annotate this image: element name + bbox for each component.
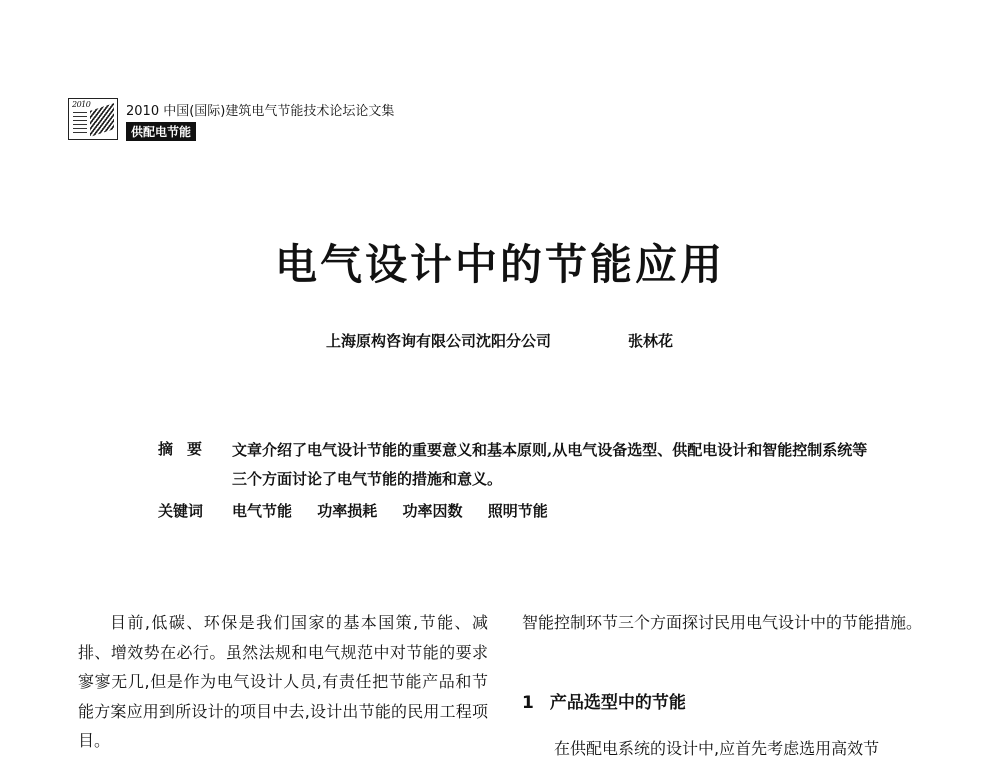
author-affiliation: 上海原构咨询有限公司沈阳分公司 [326, 332, 552, 350]
section-number: 1 [522, 693, 534, 713]
article-title: 电气设计中的节能应用 [274, 240, 725, 289]
section-title: 产品选型中的节能 [549, 693, 686, 713]
logo-lines [73, 112, 87, 134]
abstract-label: 摘要 [158, 440, 217, 458]
left-column [78, 608, 488, 756]
keywords-list [232, 500, 568, 521]
section-tag: 供配电节能 [126, 122, 196, 141]
continued-paragraph: 智能控制环节三个方面探讨民用电气设计中的节能措施。 [522, 613, 923, 632]
series-title: 2010 中国(国际)建筑电气节能技术论坛论文集 [126, 104, 395, 119]
right-column [522, 608, 922, 638]
building-icon [90, 103, 114, 137]
keyword: 功率因数 [402, 502, 463, 520]
abstract-text: 文章介绍了电气设计节能的重要意义和基本原则,从电气设备选型、供配电设计和智能控制系统等三个方面讨论了电气节能的措施和意义。 [232, 441, 868, 488]
logo-year: 2010 [72, 100, 91, 109]
keywords-label: 关键词 [158, 502, 204, 520]
proceedings-logo [68, 98, 118, 140]
section-paragraph: 在供配电系统的设计中,应首先考虑选用高效节 [554, 739, 880, 758]
section-heading [522, 688, 686, 713]
keyword: 功率损耗 [317, 502, 378, 520]
keyword: 照明节能 [487, 502, 548, 520]
keyword: 电气节能 [232, 502, 293, 520]
intro-paragraph: 目前,低碳、环保是我们国家的基本国策,节能、减排、增效势在必行。虽然法规和电气规范中对节能的要求寥寥无几,但是作为电气设计人员,有责任把节能产品和节能方案应用到所设计的项目中去,设计出节能的民用工程项目。 [78, 613, 488, 750]
author-name: 张林花 [628, 332, 674, 350]
